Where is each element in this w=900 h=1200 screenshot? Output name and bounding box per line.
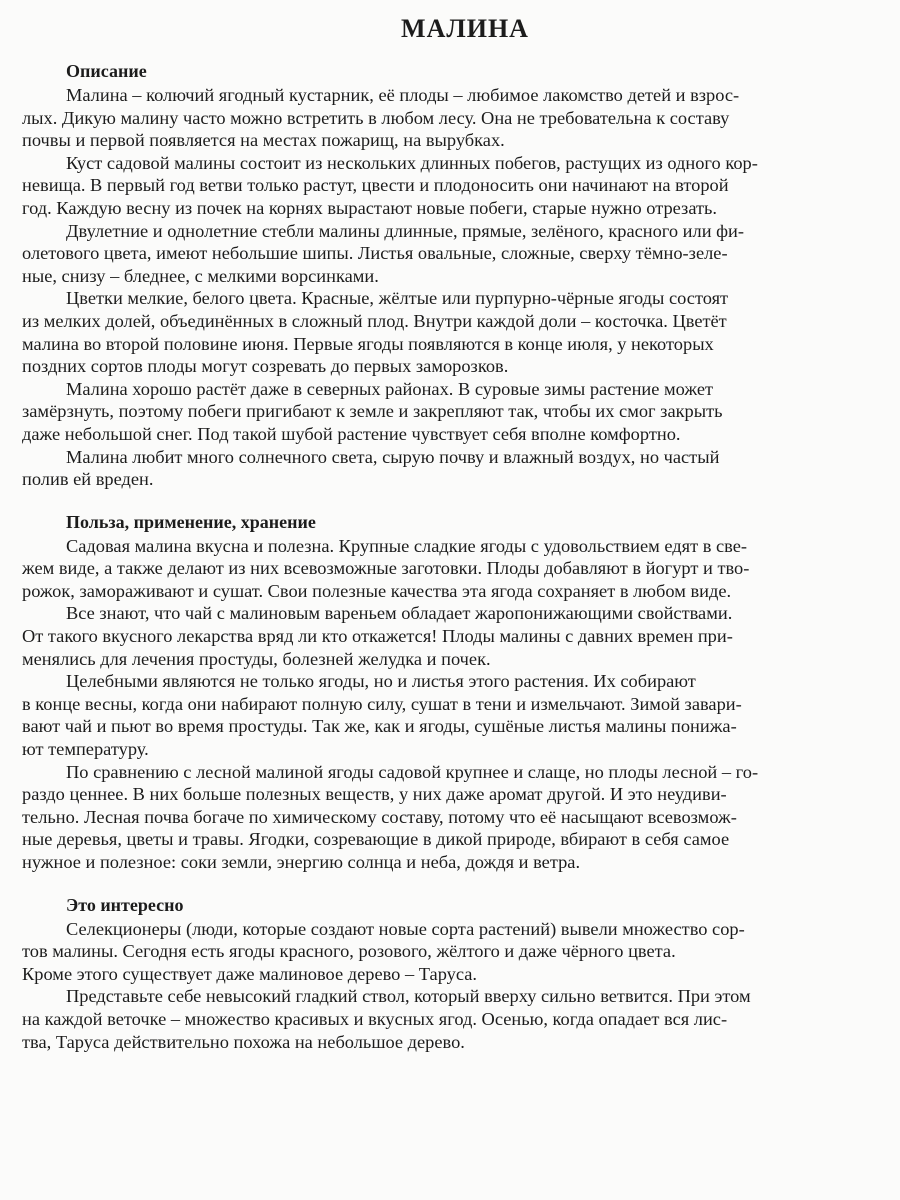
- text-line: вают чай и пьют во время простуды. Так же, как и ягоды, сушёные листья малины понижа-: [22, 716, 737, 737]
- text-line: почвы и первой появляется на местах пожарищ, на вырубках.: [22, 130, 505, 151]
- text-line: даже небольшой снег. Под такой шубой растение чувствует себя вполне комфортно.: [22, 423, 681, 444]
- text-line: Представьте себе невысокий гладкий ствол, который вверху сильно ветвится. При этом: [66, 986, 751, 1007]
- section-heading: Это интересно: [66, 894, 184, 915]
- paragraph: [22, 220, 864, 288]
- text-line: полив ей вреден.: [22, 469, 154, 490]
- text-line: Садовая малина вкусна и полезна. Крупные сладкие ягоды с удовольствием едят в све-: [66, 535, 748, 556]
- text-line: тов малины. Сегодня есть ягоды красного, розового, жёлтого и даже чёрного цвета.: [22, 941, 676, 962]
- section: [22, 511, 864, 874]
- text-line: поздних сортов плоды могут созревать до первых заморозков.: [22, 356, 509, 377]
- text-line: От такого вкусного лекарства вряд ли кто откажется! Плоды малины с давних времен при-: [22, 626, 733, 647]
- section: [22, 60, 864, 491]
- text-line: Селекционеры (люди, которые создают новые сорта растений) вывели множество сор-: [66, 918, 745, 939]
- text-line: из мелких долей, объединённых в сложный плод. Внутри каждой доли – косточка. Цветёт: [22, 310, 727, 331]
- text-line: ные, снизу – бледнее, с мелкими ворсинками.: [22, 265, 379, 286]
- text-line: Малина любит много солнечного света, сырую почву и влажный воздух, но частый: [66, 446, 720, 467]
- text-line: Кроме этого существует даже малиновое дерево – Таруса.: [22, 963, 477, 984]
- text-line: ют температуру.: [22, 739, 149, 760]
- paragraph: [22, 985, 864, 1053]
- text-line: Двулетние и однолетние стебли малины длинные, прямые, зелёного, красного или фи-: [66, 220, 745, 241]
- text-line: Куст садовой малины состоит из нескольких длинных побегов, растущих из одного кор-: [66, 152, 758, 173]
- paragraph: [22, 602, 864, 670]
- text-line: год. Каждую весну из почек на корнях вырастают новые побеги, старые нужно отрезать.: [22, 197, 718, 218]
- paragraph: [22, 761, 864, 874]
- text-line: в конце весны, когда они набирают полную силу, сушат в тени и измельчают. Зимой завари-: [22, 693, 742, 714]
- section-heading: Польза, применение, хранение: [66, 511, 316, 532]
- paragraph: [22, 918, 864, 986]
- text-line: лых. Дикую малину часто можно встретить в любом лесу. Она не требовательна к составу: [22, 107, 730, 128]
- paragraph: [22, 152, 864, 220]
- paragraph: [22, 378, 864, 446]
- text-line: нужное и полезное: соки земли, энергию солнца и неба, дождя и ветра.: [22, 852, 581, 872]
- paragraph: [22, 535, 864, 603]
- text-line: рожок, замораживают и сушат. Свои полезные качества эта ягода сохраняет в любом виде.: [22, 580, 732, 601]
- text-line: олетового цвета, имеют небольшие шипы. Листья овальные, сложные, сверху тёмно-зеле-: [22, 243, 728, 264]
- text-line: менялись для лечения простуды, болезней желудка и почек.: [22, 648, 491, 669]
- text-line: тва, Таруса действительно похожа на небольшое дерево.: [22, 1031, 465, 1052]
- text-line: По сравнению с лесной малиной ягоды садовой крупнее и слаще, но плоды лесной – го-: [66, 761, 759, 782]
- text-line: Малина хорошо растёт даже в северных районах. В суровые зимы растение может: [66, 378, 714, 399]
- text-line: тельно. Лесная почва богаче по химическому составу, потому что её насыщают всевозмож-: [22, 806, 737, 827]
- paragraph: [22, 287, 864, 377]
- text-line: невища. В первый год ветви только растут, цвести и плодоносить они начинают на второй: [22, 175, 729, 196]
- text-line: раздо ценнее. В них больше полезных веществ, у них даже аромат другой. И это неудиви-: [22, 784, 727, 805]
- paragraph: [22, 670, 864, 760]
- section: [22, 894, 864, 1054]
- document-body: [22, 60, 864, 1053]
- text-line: ные деревья, цветы и травы. Ягодки, созревающие в дикой природе, вбирают в себя самое: [22, 829, 730, 850]
- paragraph: [22, 446, 864, 491]
- text-line: Цветки мелкие, белого цвета. Красные, жёлтые или пурпурно-чёрные ягоды состоят: [66, 288, 729, 309]
- text-line: замёрзнуть, поэтому побеги пригибают к земле и закрепляют так, чтобы их смог закрыть: [22, 401, 723, 422]
- text-line: Малина – колючий ягодный кустарник, её плоды – любимое лакомство детей и взрос-: [66, 85, 740, 105]
- text-line: Все знают, что чай с малиновым вареньем обладает жаропонижающими свойствами.: [66, 603, 733, 624]
- text-line: Целебными являются не только ягоды, но и листья этого растения. Их собирают: [66, 671, 696, 692]
- paragraph: [22, 84, 864, 152]
- text-line: жем виде, а также делают из них всевозможные заготовки. Плоды добавляют в йогурт и тво-: [22, 558, 750, 579]
- section-heading: Описание: [66, 61, 147, 81]
- text-line: на каждой веточке – множество красивых и вкусных ягод. Осенью, когда опадает вся лис-: [22, 1008, 728, 1029]
- page-title: МАЛИНА: [401, 14, 529, 43]
- text-line: малина во второй половине июня. Первые ягоды появляются в конце июля, у некоторых: [22, 333, 714, 354]
